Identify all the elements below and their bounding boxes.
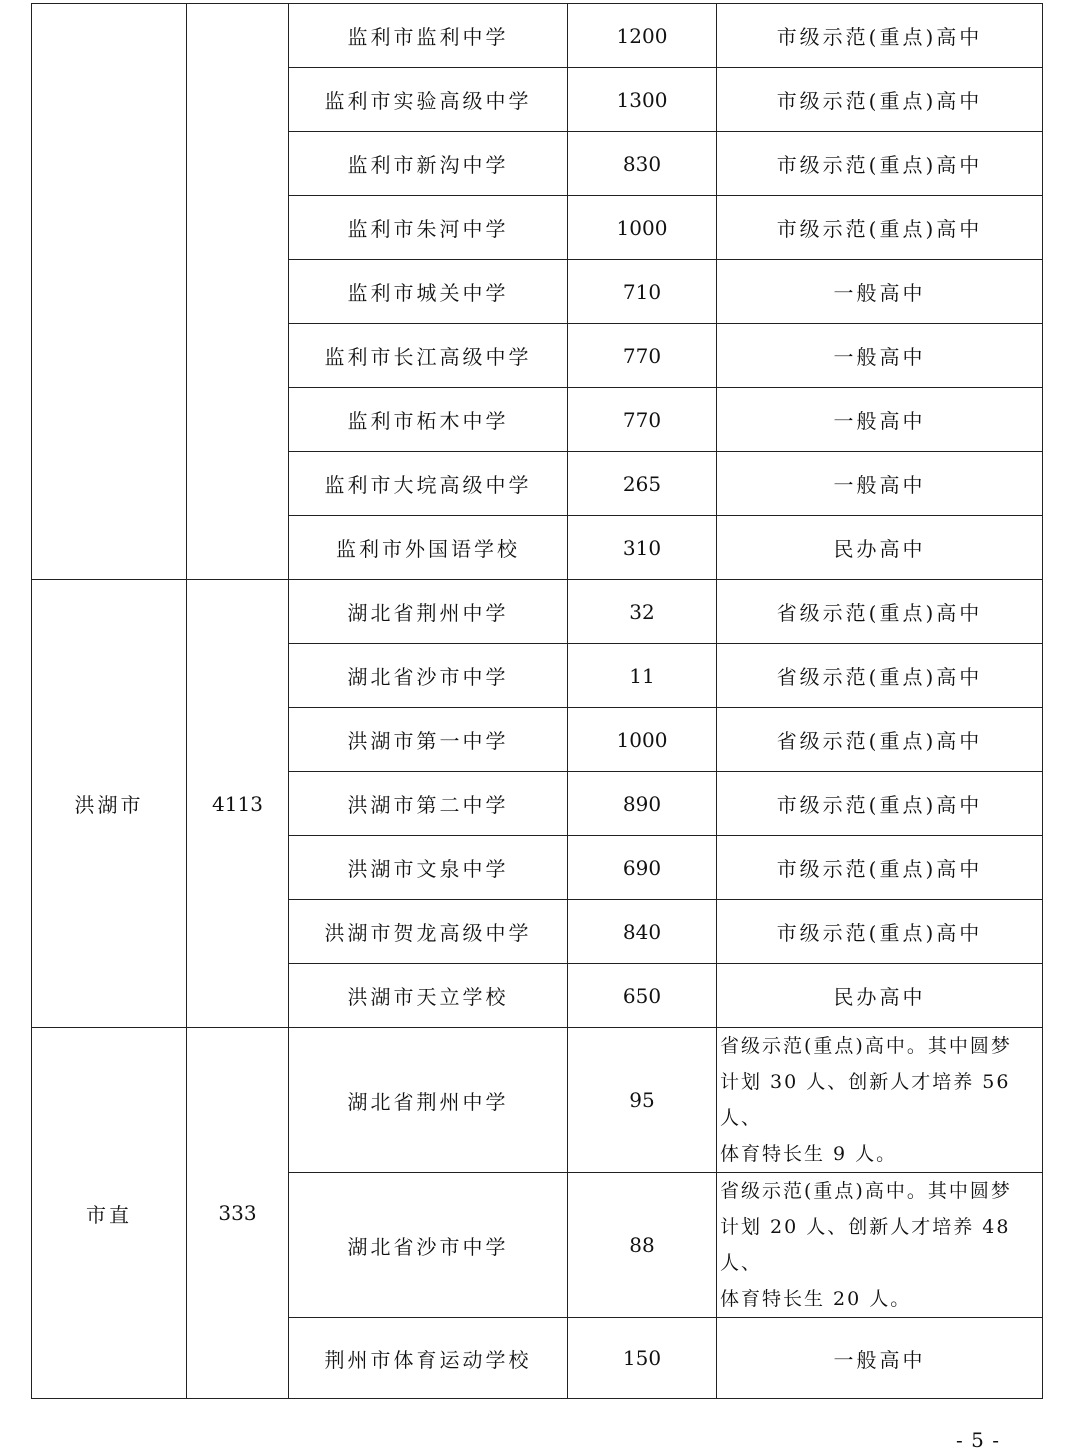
school-cell: 湖北省荆州中学 bbox=[289, 580, 568, 644]
type-cell: 市级示范(重点)高中 bbox=[717, 836, 1043, 900]
school-cell: 监利市大垸高级中学 bbox=[289, 452, 568, 516]
school-cell: 监利市柘木中学 bbox=[289, 388, 568, 452]
count-cell: 650 bbox=[568, 964, 717, 1028]
type-cell: 市级示范(重点)高中 bbox=[717, 772, 1043, 836]
quota-cell bbox=[187, 4, 289, 580]
school-cell: 湖北省沙市中学 bbox=[289, 644, 568, 708]
school-cell: 监利市监利中学 bbox=[289, 4, 568, 68]
school-cell: 监利市外国语学校 bbox=[289, 516, 568, 580]
school-cell: 洪湖市文泉中学 bbox=[289, 836, 568, 900]
count-cell: 265 bbox=[568, 452, 717, 516]
count-cell: 11 bbox=[568, 644, 717, 708]
count-cell: 32 bbox=[568, 580, 717, 644]
school-cell: 洪湖市第二中学 bbox=[289, 772, 568, 836]
type-cell: 市级示范(重点)高中 bbox=[717, 196, 1043, 260]
school-cell: 湖北省沙市中学 bbox=[289, 1173, 568, 1318]
count-cell: 840 bbox=[568, 900, 717, 964]
school-cell: 监利市新沟中学 bbox=[289, 132, 568, 196]
note-line: 省级示范(重点)高中。其中圆梦 bbox=[720, 1180, 1012, 1202]
type-cell: 市级示范(重点)高中 bbox=[717, 4, 1043, 68]
note-line: 省级示范(重点)高中。其中圆梦 bbox=[720, 1035, 1012, 1057]
note-line: 计划 30 人、创新人才培养 56 人、 bbox=[720, 1071, 1011, 1129]
type-cell: 省级示范(重点)高中 bbox=[717, 580, 1043, 644]
count-cell: 710 bbox=[568, 260, 717, 324]
type-cell: 市级示范(重点)高中 bbox=[717, 132, 1043, 196]
note-line: 体育特长生 20 人。 bbox=[720, 1288, 912, 1310]
count-cell: 150 bbox=[568, 1318, 717, 1399]
count-cell: 830 bbox=[568, 132, 717, 196]
district-cell: 洪湖市 bbox=[32, 580, 187, 1028]
school-cell: 湖北省荆州中学 bbox=[289, 1028, 568, 1173]
count-cell: 890 bbox=[568, 772, 717, 836]
count-cell: 690 bbox=[568, 836, 717, 900]
school-cell: 监利市实验高级中学 bbox=[289, 68, 568, 132]
type-cell: 一般高中 bbox=[717, 452, 1043, 516]
count-cell: 1300 bbox=[568, 68, 717, 132]
type-note-cell bbox=[717, 1173, 1043, 1318]
enrollment-table bbox=[31, 3, 1043, 1399]
count-cell: 1000 bbox=[568, 196, 717, 260]
type-cell: 市级示范(重点)高中 bbox=[717, 68, 1043, 132]
school-cell: 监利市城关中学 bbox=[289, 260, 568, 324]
table-row bbox=[32, 4, 1043, 68]
note-line: 计划 20 人、创新人才培养 48 人、 bbox=[720, 1216, 1011, 1274]
count-cell: 88 bbox=[568, 1173, 717, 1318]
school-cell: 洪湖市天立学校 bbox=[289, 964, 568, 1028]
type-cell: 省级示范(重点)高中 bbox=[717, 708, 1043, 772]
count-cell: 1000 bbox=[568, 708, 717, 772]
type-cell: 一般高中 bbox=[717, 1318, 1043, 1399]
type-cell: 一般高中 bbox=[717, 324, 1043, 388]
type-note-cell bbox=[717, 1028, 1043, 1173]
count-cell: 770 bbox=[568, 388, 717, 452]
table-row bbox=[32, 580, 1043, 644]
table-row bbox=[32, 1028, 1043, 1173]
page-number: - 5 - bbox=[956, 1428, 1000, 1452]
count-cell: 310 bbox=[568, 516, 717, 580]
count-cell: 770 bbox=[568, 324, 717, 388]
school-cell: 监利市长江高级中学 bbox=[289, 324, 568, 388]
type-cell: 省级示范(重点)高中 bbox=[717, 644, 1043, 708]
type-cell: 市级示范(重点)高中 bbox=[717, 900, 1043, 964]
district-cell: 市直 bbox=[32, 1028, 187, 1399]
type-cell: 民办高中 bbox=[717, 964, 1043, 1028]
type-cell: 民办高中 bbox=[717, 516, 1043, 580]
count-cell: 95 bbox=[568, 1028, 717, 1173]
quota-cell: 333 bbox=[187, 1028, 289, 1399]
type-cell: 一般高中 bbox=[717, 388, 1043, 452]
type-cell: 一般高中 bbox=[717, 260, 1043, 324]
school-cell: 荆州市体育运动学校 bbox=[289, 1318, 568, 1399]
note-line: 体育特长生 9 人。 bbox=[720, 1143, 898, 1165]
quota-cell: 4113 bbox=[187, 580, 289, 1028]
school-cell: 监利市朱河中学 bbox=[289, 196, 568, 260]
count-cell: 1200 bbox=[568, 4, 717, 68]
school-cell: 洪湖市第一中学 bbox=[289, 708, 568, 772]
district-cell bbox=[32, 4, 187, 580]
school-cell: 洪湖市贺龙高级中学 bbox=[289, 900, 568, 964]
